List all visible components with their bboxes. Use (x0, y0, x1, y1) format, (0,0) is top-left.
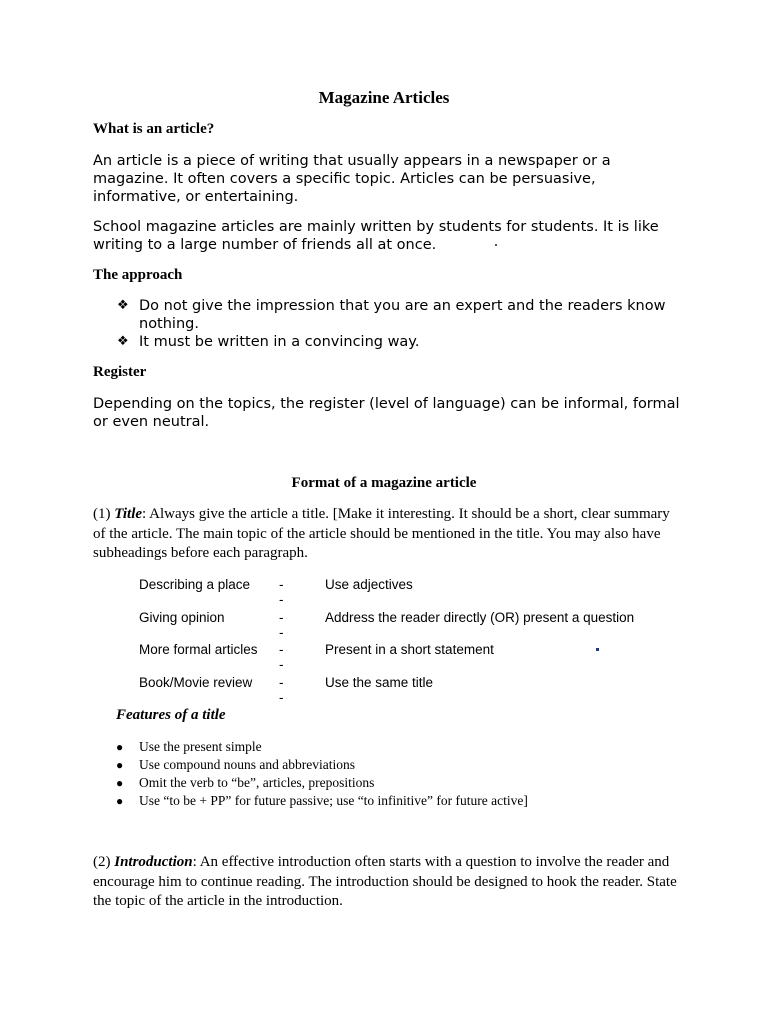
section-text: : Always give the article a title. [Make it interesting. It should be a short, clear summary of the article. The main topic of the article should be mentioned in the title. You may also have subheadings before each paragraph. (93, 506, 670, 561)
heading-features-of-title: Features of a title (116, 707, 226, 723)
title-type-label: Book/Movie review (139, 675, 253, 690)
features-list (116, 738, 676, 810)
list-item (116, 738, 676, 756)
heading-format: Format of a magazine article (291, 475, 477, 491)
section-number: (1) (93, 506, 115, 522)
section-label-introduction: Introduction (114, 854, 193, 870)
separator: -- (279, 642, 284, 672)
title-type-advice: Use the same title (325, 675, 434, 690)
title-type-label: More formal articles (139, 642, 258, 657)
title-type-advice: Use adjectives (325, 577, 413, 592)
paragraph-article-definition: An article is a piece of writing that usually appears in a newspaper or a magazine. It often covers a specific topic. Articles can be persuasive, informative, or entertaining. (93, 153, 611, 205)
list-item (117, 297, 677, 333)
section-text: : An effective introduction often starts with a question to involve the reader and encourage him to continue reading. The introduction should be designed to hook the reader. State the topic of the article in the introduction. (93, 854, 677, 909)
paragraph-register: Depending on the topics, the register (level of language) can be informal, formal or even neutral. (93, 396, 680, 430)
bullet-dot-icon: ● (116, 758, 124, 772)
paragraph-school-magazine: School magazine articles are mainly written by students for students. It is like writing to a large number of friends all at once. (93, 219, 659, 253)
bullet-dot-icon: ● (116, 794, 124, 808)
list-item (116, 792, 676, 810)
bullet-dot-icon: ● (116, 740, 124, 754)
title-type-label: Giving opinion (139, 610, 225, 625)
diamond-bullet-icon: ❖ (117, 298, 129, 313)
heading-approach: The approach (93, 267, 183, 283)
list-item-text: Do not give the impression that you are an expert and the readers know nothing. (139, 298, 666, 332)
decorative-dot (596, 648, 599, 651)
bullet-dot-icon: ● (116, 776, 124, 790)
list-item-text: Omit the verb to “be”, articles, prepositions (139, 775, 375, 790)
decorative-dot (495, 244, 497, 246)
list-item-text: It must be written in a convincing way. (139, 334, 420, 350)
separator: -- (279, 610, 284, 640)
list-item-text: Use compound nouns and abbreviations (139, 757, 355, 772)
separator: -- (279, 675, 284, 705)
heading-register: Register (93, 364, 147, 380)
page-title: Magazine Articles (318, 88, 450, 107)
paragraph-title-section (93, 505, 683, 564)
title-type-label: Describing a place (139, 577, 251, 592)
section-label-title: Title (114, 506, 143, 522)
approach-list (117, 297, 677, 351)
paragraph-introduction-section (93, 853, 683, 912)
list-item (116, 756, 676, 774)
title-type-advice: Address the reader directly (OR) present a question (325, 610, 635, 625)
list-item-text: Use the present simple (139, 739, 262, 754)
list-item (116, 774, 676, 792)
separator: -- (279, 577, 284, 607)
heading-what-is-article: What is an article? (93, 121, 215, 137)
list-item (117, 333, 677, 351)
diamond-bullet-icon: ❖ (117, 334, 129, 349)
title-type-advice: Present in a short statement (325, 642, 494, 657)
list-item-text: Use “to be + PP” for future passive; use “to infinitive” for future active] (139, 793, 528, 808)
section-number: (2) (93, 854, 115, 870)
